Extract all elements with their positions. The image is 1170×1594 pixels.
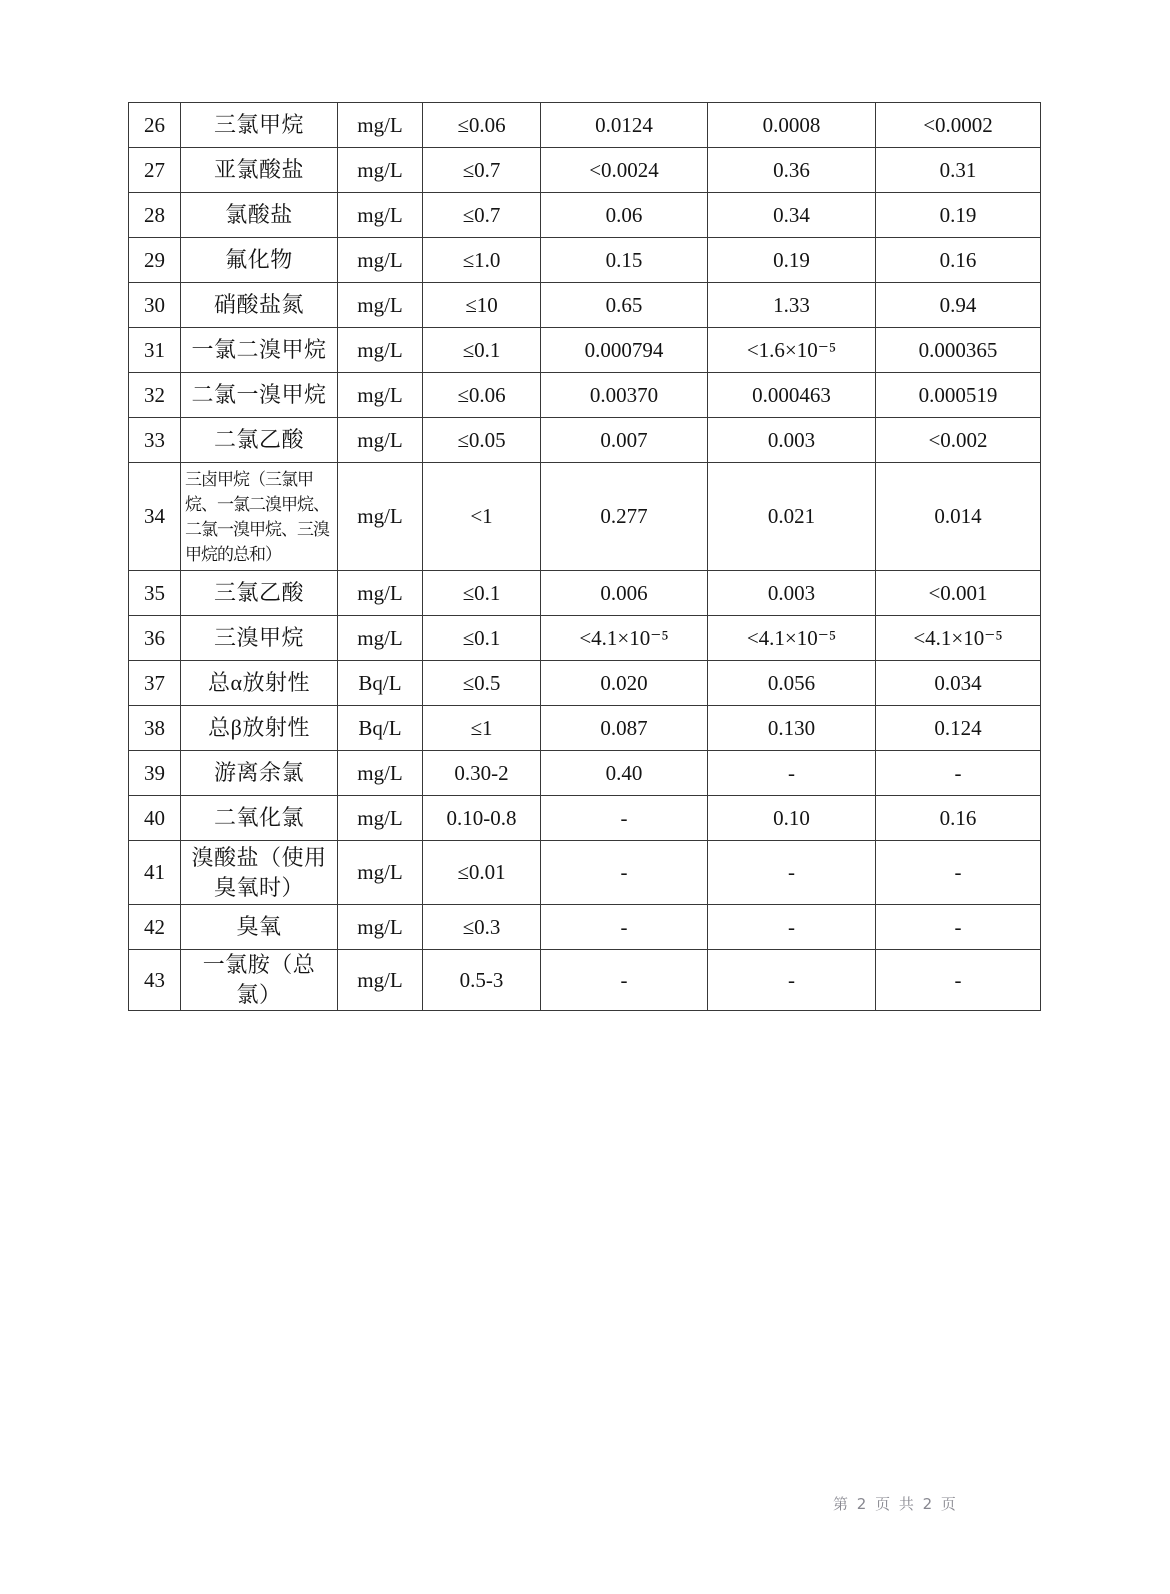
- row-number-cell: 29: [129, 238, 181, 283]
- limit-cell: ≤0.06: [423, 373, 541, 418]
- table-row: [129, 373, 1041, 418]
- value-cell: 0.000519: [876, 373, 1041, 418]
- value-cell: 0.000794: [541, 328, 708, 373]
- row-number-cell: 28: [129, 193, 181, 238]
- value-cell: 0.014: [876, 463, 1041, 571]
- value-cell: 0.65: [541, 283, 708, 328]
- value-cell: -: [541, 841, 708, 905]
- value-cell: 0.130: [708, 706, 876, 751]
- unit-cell: mg/L: [338, 148, 423, 193]
- parameter-name-cell: 三卤甲烷（三氯甲烷、一氯二溴甲烷、二氯一溴甲烷、三溴甲烷的总和）: [181, 463, 338, 571]
- value-cell: 0.034: [876, 661, 1041, 706]
- parameter-name-cell: 总β放射性: [181, 706, 338, 751]
- unit-cell: mg/L: [338, 950, 423, 1011]
- table-row: [129, 796, 1041, 841]
- value-cell: 0.277: [541, 463, 708, 571]
- water-quality-table: [128, 102, 1041, 1011]
- value-cell: <0.0002: [876, 103, 1041, 148]
- value-cell: 0.19: [876, 193, 1041, 238]
- limit-cell: ≤0.05: [423, 418, 541, 463]
- limit-cell: ≤0.5: [423, 661, 541, 706]
- parameter-name-cell: 二氧化氯: [181, 796, 338, 841]
- value-cell: 0.16: [876, 796, 1041, 841]
- value-cell: 0.000365: [876, 328, 1041, 373]
- row-number-cell: 33: [129, 418, 181, 463]
- table-row: [129, 661, 1041, 706]
- limit-cell: <1: [423, 463, 541, 571]
- table-row: [129, 103, 1041, 148]
- table-row: [129, 751, 1041, 796]
- value-cell: 0.06: [541, 193, 708, 238]
- table-row: [129, 841, 1041, 905]
- row-number-cell: 31: [129, 328, 181, 373]
- page-number-footer: 第 2 页 共 2 页: [833, 1495, 958, 1513]
- value-cell: -: [708, 841, 876, 905]
- value-cell: <4.1×10⁻⁵: [541, 616, 708, 661]
- value-cell: 0.056: [708, 661, 876, 706]
- table-row: [129, 616, 1041, 661]
- row-number-cell: 37: [129, 661, 181, 706]
- table-row: [129, 905, 1041, 950]
- limit-cell: 0.30-2: [423, 751, 541, 796]
- value-cell: 0.15: [541, 238, 708, 283]
- parameter-name-cell: 三溴甲烷: [181, 616, 338, 661]
- value-cell: 1.33: [708, 283, 876, 328]
- row-number-cell: 41: [129, 841, 181, 905]
- unit-cell: mg/L: [338, 751, 423, 796]
- unit-cell: mg/L: [338, 841, 423, 905]
- value-cell: 0.087: [541, 706, 708, 751]
- parameter-name-cell: 臭氧: [181, 905, 338, 950]
- unit-cell: mg/L: [338, 616, 423, 661]
- parameter-name-cell: 硝酸盐氮: [181, 283, 338, 328]
- value-cell: 0.021: [708, 463, 876, 571]
- unit-cell: mg/L: [338, 373, 423, 418]
- unit-cell: Bq/L: [338, 706, 423, 751]
- row-number-cell: 36: [129, 616, 181, 661]
- value-cell: -: [541, 796, 708, 841]
- value-cell: 0.36: [708, 148, 876, 193]
- unit-cell: mg/L: [338, 463, 423, 571]
- value-cell: 0.19: [708, 238, 876, 283]
- parameter-name-cell: 总α放射性: [181, 661, 338, 706]
- value-cell: -: [876, 841, 1041, 905]
- value-cell: 0.000463: [708, 373, 876, 418]
- unit-cell: mg/L: [338, 905, 423, 950]
- table-row: [129, 148, 1041, 193]
- unit-cell: mg/L: [338, 238, 423, 283]
- limit-cell: ≤0.1: [423, 571, 541, 616]
- unit-cell: Bq/L: [338, 661, 423, 706]
- limit-cell: ≤0.06: [423, 103, 541, 148]
- value-cell: 0.00370: [541, 373, 708, 418]
- parameter-name-cell: 一氯胺（总氯）: [181, 950, 338, 1011]
- row-number-cell: 43: [129, 950, 181, 1011]
- value-cell: 0.34: [708, 193, 876, 238]
- row-number-cell: 30: [129, 283, 181, 328]
- limit-cell: ≤1: [423, 706, 541, 751]
- unit-cell: mg/L: [338, 571, 423, 616]
- parameter-name-cell: 氯酸盐: [181, 193, 338, 238]
- value-cell: -: [876, 905, 1041, 950]
- limit-cell: ≤0.1: [423, 328, 541, 373]
- limit-cell: ≤0.01: [423, 841, 541, 905]
- parameter-name-cell: 游离余氯: [181, 751, 338, 796]
- value-cell: 0.0008: [708, 103, 876, 148]
- value-cell: 0.020: [541, 661, 708, 706]
- row-number-cell: 38: [129, 706, 181, 751]
- value-cell: -: [876, 751, 1041, 796]
- table-row: [129, 418, 1041, 463]
- limit-cell: ≤1.0: [423, 238, 541, 283]
- parameter-name-cell: 三氯乙酸: [181, 571, 338, 616]
- limit-cell: ≤0.7: [423, 193, 541, 238]
- row-number-cell: 35: [129, 571, 181, 616]
- value-cell: -: [708, 905, 876, 950]
- unit-cell: mg/L: [338, 418, 423, 463]
- value-cell: <0.002: [876, 418, 1041, 463]
- limit-cell: ≤0.7: [423, 148, 541, 193]
- limit-cell: 0.5-3: [423, 950, 541, 1011]
- unit-cell: mg/L: [338, 193, 423, 238]
- table-row: [129, 463, 1041, 571]
- limit-cell: ≤10: [423, 283, 541, 328]
- row-number-cell: 39: [129, 751, 181, 796]
- table-row: [129, 193, 1041, 238]
- table-body: [129, 103, 1041, 1011]
- limit-cell: 0.10-0.8: [423, 796, 541, 841]
- value-cell: <4.1×10⁻⁵: [708, 616, 876, 661]
- value-cell: <0.0024: [541, 148, 708, 193]
- table-row: [129, 283, 1041, 328]
- table-row: [129, 950, 1041, 1011]
- table-row: [129, 238, 1041, 283]
- unit-cell: mg/L: [338, 796, 423, 841]
- parameter-name-cell: 氟化物: [181, 238, 338, 283]
- row-number-cell: 26: [129, 103, 181, 148]
- value-cell: 0.94: [876, 283, 1041, 328]
- limit-cell: ≤0.1: [423, 616, 541, 661]
- value-cell: 0.006: [541, 571, 708, 616]
- value-cell: 0.007: [541, 418, 708, 463]
- value-cell: -: [876, 950, 1041, 1011]
- unit-cell: mg/L: [338, 103, 423, 148]
- parameter-name-cell: 三氯甲烷: [181, 103, 338, 148]
- parameter-name-cell: 二氯乙酸: [181, 418, 338, 463]
- table-row: [129, 571, 1041, 616]
- parameter-name-cell: 二氯一溴甲烷: [181, 373, 338, 418]
- unit-cell: mg/L: [338, 328, 423, 373]
- row-number-cell: 42: [129, 905, 181, 950]
- value-cell: <1.6×10⁻⁵: [708, 328, 876, 373]
- value-cell: -: [541, 950, 708, 1011]
- parameter-name-cell: 亚氯酸盐: [181, 148, 338, 193]
- table-row: [129, 328, 1041, 373]
- limit-cell: ≤0.3: [423, 905, 541, 950]
- row-number-cell: 34: [129, 463, 181, 571]
- unit-cell: mg/L: [338, 283, 423, 328]
- value-cell: 0.40: [541, 751, 708, 796]
- value-cell: -: [541, 905, 708, 950]
- value-cell: <4.1×10⁻⁵: [876, 616, 1041, 661]
- parameter-name-cell: 溴酸盐（使用臭氧时）: [181, 841, 338, 905]
- value-cell: 0.16: [876, 238, 1041, 283]
- value-cell: 0.124: [876, 706, 1041, 751]
- value-cell: 0.0124: [541, 103, 708, 148]
- value-cell: 0.003: [708, 571, 876, 616]
- value-cell: 0.31: [876, 148, 1041, 193]
- value-cell: -: [708, 751, 876, 796]
- row-number-cell: 40: [129, 796, 181, 841]
- row-number-cell: 27: [129, 148, 181, 193]
- row-number-cell: 32: [129, 373, 181, 418]
- table-row: [129, 706, 1041, 751]
- value-cell: 0.003: [708, 418, 876, 463]
- parameter-name-cell: 一氯二溴甲烷: [181, 328, 338, 373]
- value-cell: 0.10: [708, 796, 876, 841]
- value-cell: -: [708, 950, 876, 1011]
- value-cell: <0.001: [876, 571, 1041, 616]
